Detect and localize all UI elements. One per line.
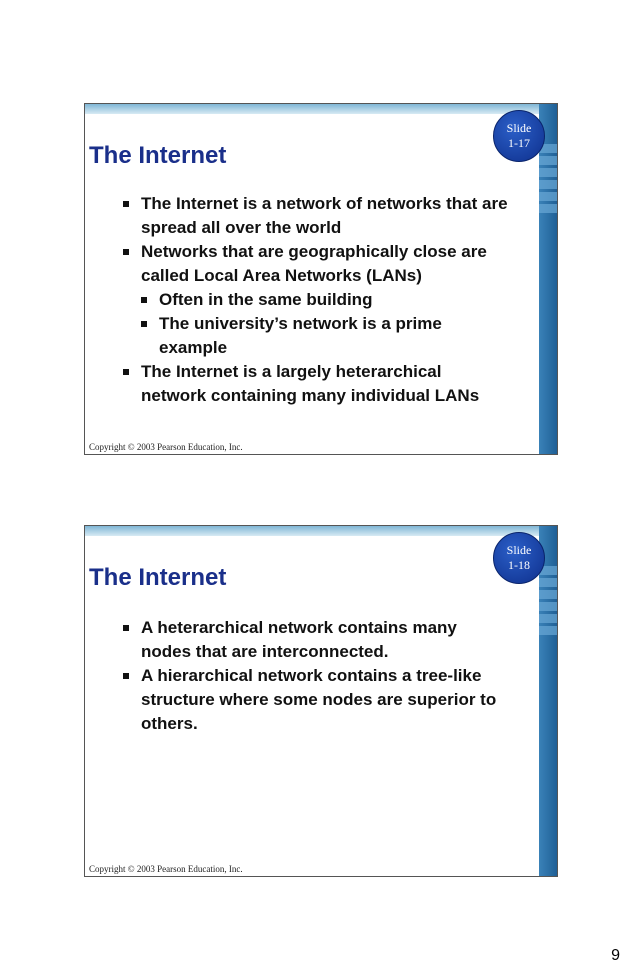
bullet-item	[123, 192, 508, 240]
sub-bullet-text: The university’s network is a prime example	[159, 314, 442, 357]
copyright-notice: Copyright © 2003 Pearson Education, Inc.	[89, 442, 243, 452]
bullet-list	[123, 616, 508, 736]
slide-1-17	[84, 103, 558, 455]
slide-side-panel	[539, 526, 557, 876]
bullet-text: A heterarchical network contains many nodes that are interconnected.	[141, 618, 457, 661]
slide-number-badge	[493, 532, 545, 584]
badge-label: Slide	[506, 543, 532, 557]
slide-title: The Internet	[89, 142, 227, 169]
bullet-item	[123, 240, 508, 360]
page-number: 9	[611, 947, 620, 964]
square-bullet-icon	[123, 201, 129, 207]
sub-bullet-item	[141, 312, 508, 360]
badge-number: 1-17	[508, 136, 530, 150]
slide-top-strip	[85, 526, 557, 536]
copyright-notice: Copyright © 2003 Pearson Education, Inc.	[89, 864, 243, 874]
bullet-text: The Internet is a network of networks that are spread all over the world	[141, 194, 508, 237]
slide-top-strip	[85, 104, 557, 114]
sub-bullet-item	[141, 288, 508, 312]
slide-title: The Internet	[89, 564, 227, 591]
square-bullet-icon	[123, 673, 129, 679]
bullet-list	[123, 192, 508, 408]
slide-number-badge	[493, 110, 545, 162]
square-bullet-icon	[123, 249, 129, 255]
side-panel-blocks	[539, 144, 557, 216]
square-bullet-icon	[123, 369, 129, 375]
sub-bullet-list	[141, 288, 508, 360]
square-bullet-icon	[123, 625, 129, 631]
bullet-text: Networks that are geographically close are called Local Area Networks (LANs)	[141, 242, 487, 285]
bullet-text: A hierarchical network contains a tree-like structure where some nodes are superior to others.	[141, 666, 497, 733]
square-bullet-icon	[141, 321, 147, 327]
badge-number: 1-18	[508, 558, 530, 572]
bullet-text: The Internet is a largely heterarchical network containing many individual LANs	[141, 362, 480, 405]
sub-bullet-text: Often in the same building	[159, 290, 373, 309]
bullet-item	[123, 360, 508, 408]
slide-side-panel	[539, 104, 557, 454]
side-panel-blocks	[539, 566, 557, 638]
badge-label: Slide	[506, 121, 532, 135]
bullet-item	[123, 616, 508, 664]
square-bullet-icon	[141, 297, 147, 303]
slide-1-18	[84, 525, 558, 877]
bullet-item	[123, 664, 508, 736]
